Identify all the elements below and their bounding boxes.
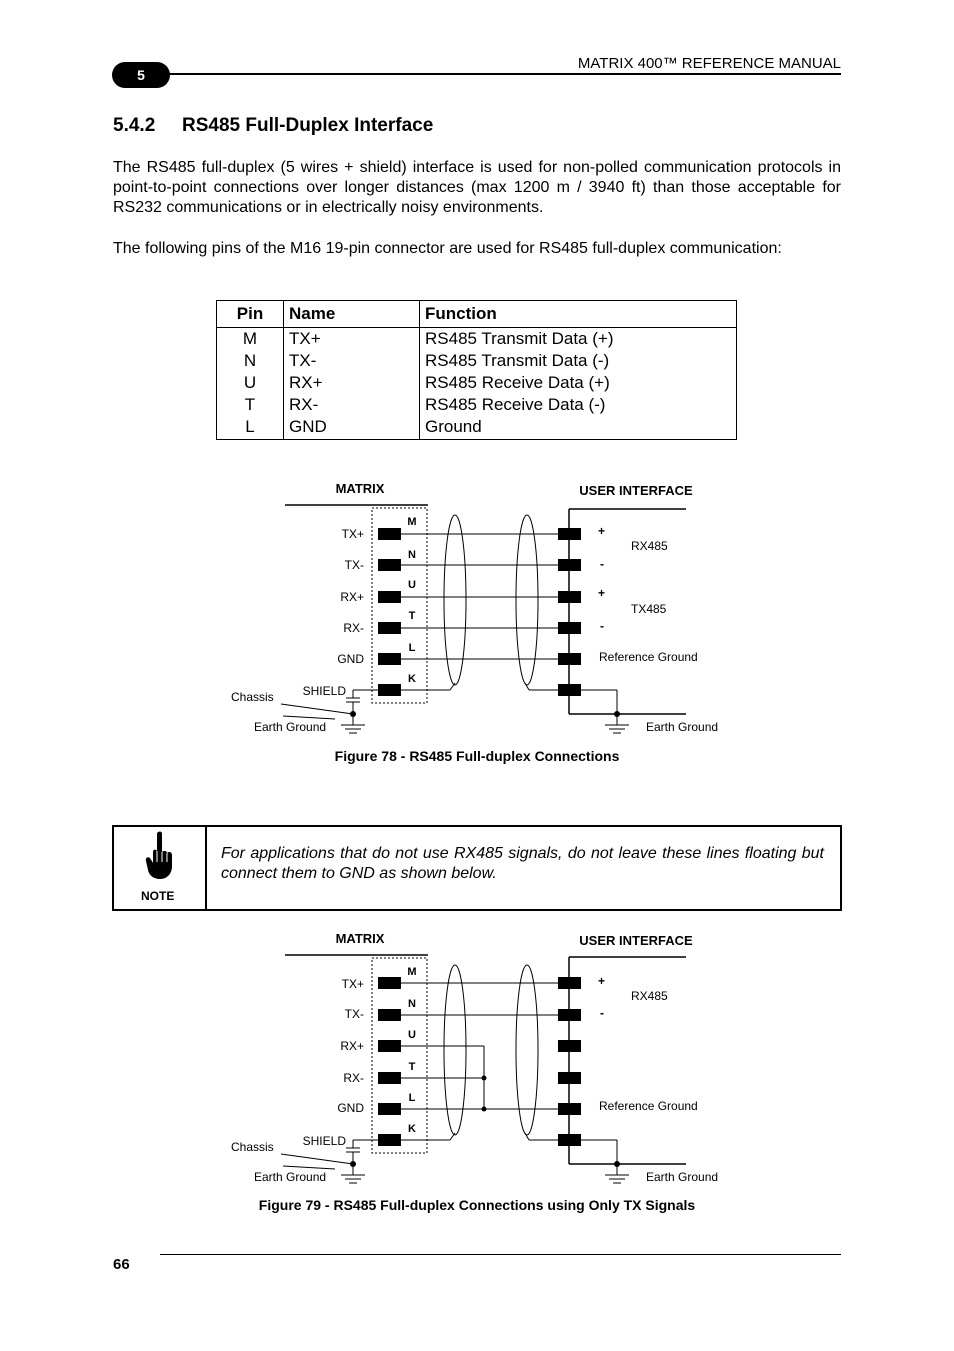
intro-paragraph: The RS485 full-duplex (5 wires + shield) interface is used for non-polled communication protocols in point-to-point connections over longer distances (max 1200 m / 3940 ft) than those acceptable for RS232 communications or in electrically noisy environments. [113,159,841,216]
figure-78-diagram [0,470,954,750]
pointing-hand-icon [142,830,176,882]
reference-ground-label: Reference Ground [599,650,698,664]
polarity-minus: - [600,1006,604,1020]
cell-function: RS485 Transmit Data (+) [420,328,737,351]
signal-label-tx-minus: TX- [344,558,364,572]
cell-function: RS485 Receive Data (+) [420,372,737,394]
pin-letter-u: U [408,1029,416,1041]
matrix-label: MATRIX [335,931,385,946]
section-heading [113,115,433,137]
figure-79-caption: Figure 79 - RS485 Full-duplex Connections using Only TX Signals [258,1197,696,1213]
cell-pin: M [217,328,284,351]
signal-label-rx-plus: RX+ [340,1039,364,1053]
section-number: 5.4.2 [113,115,156,136]
matrix-pin-block [378,591,401,603]
table-row [217,350,737,372]
table-row [217,328,737,351]
signal-label-rx-minus: RX- [343,621,364,635]
cell-name: TX+ [284,328,420,351]
section-title: RS485 Full-Duplex Interface [182,115,434,136]
table-row [217,416,737,440]
matrix-pin-block [378,1103,401,1115]
cell-name: TX- [284,350,420,372]
matrix-pin-block [378,684,401,696]
chapter-badge: 5 [112,62,170,88]
table-row [217,372,737,394]
note-label: NOTE [141,889,175,903]
signal-label-rx-plus: RX+ [340,590,364,604]
signal-label-gnd: GND [337,1101,364,1115]
user-terminal-block [558,1103,581,1115]
earth-ground-label-right: Earth Ground [646,720,719,734]
signal-label-shield: SHIELD [302,684,346,698]
user-interface-label: USER INTERFACE [579,933,693,948]
wire-shield-connect [450,1133,455,1140]
matrix-pin-block [378,1134,401,1146]
pin-letter-k: K [408,673,416,685]
user-terminal-block [558,684,581,696]
user-terminal-block [558,559,581,571]
tx485-label: TX485 [631,602,667,616]
cell-pin: U [217,372,284,394]
user-terminal-block [558,591,581,603]
earth-ground-label-right: Earth Ground [646,1170,719,1184]
user-terminal-block [558,528,581,540]
matrix-pin-block [378,1040,401,1052]
pin-table [216,300,737,440]
earth-leader-line [283,1166,335,1169]
pin-letter-l: L [408,1092,416,1104]
note-text: For applications that do not use RX485 signals, do not leave these lines floating but connect them to GND as shown below. [221,845,824,882]
polarity-plus: + [598,974,606,988]
polarity-minus: - [600,619,604,633]
cell-name: RX+ [284,372,420,394]
user-terminal-block [558,1072,581,1084]
table-row [217,394,737,416]
user-terminal-block [558,653,581,665]
signal-label-tx-plus: TX+ [341,977,364,991]
figure-79-diagram [0,920,954,1200]
chassis-label: Chassis [231,1140,274,1154]
pin-letter-u: U [408,579,416,591]
user-terminal-block [558,1040,581,1052]
signal-label-shield: SHIELD [302,1134,346,1148]
page-number: 66 [113,1256,130,1273]
polarity-plus: + [598,524,606,538]
earth-ground-label-left: Earth Ground [254,1170,327,1184]
manual-title: MATRIX 400™ REFERENCE MANUAL [577,55,841,72]
pin-letter-t: T [408,1061,416,1073]
pin-letter-n: N [408,549,416,561]
junction-dot [482,1076,487,1081]
header-rule [160,73,841,75]
user-interface-label: USER INTERFACE [579,483,693,498]
cell-function: Ground [420,416,737,440]
junction-dot [614,1161,620,1167]
matrix-pin-block [378,528,401,540]
note-divider [205,825,207,911]
user-terminal-block [558,1009,581,1021]
pin-letter-k: K [408,1123,416,1135]
chassis-line [281,704,353,714]
user-terminal-block [558,977,581,989]
reference-ground-label: Reference Ground [599,1099,698,1113]
footer-rule [160,1254,841,1255]
cell-pin: N [217,350,284,372]
matrix-pin-block [378,1009,401,1021]
matrix-pin-block [378,653,401,665]
user-terminal-block [558,1134,581,1146]
signal-label-tx-minus: TX- [344,1007,364,1021]
pin-letter-t: T [408,610,416,622]
pin-letter-n: N [408,998,416,1010]
wire-shield-connect [450,683,455,690]
pin-letter-m: M [407,966,417,978]
hand-shape [146,832,172,880]
signal-label-rx-minus: RX- [343,1071,364,1085]
rx485-label: RX485 [631,539,668,553]
chassis-line [281,1154,353,1164]
pin-letter-l: L [408,642,416,654]
cell-name: GND [284,416,420,440]
cell-function: RS485 Transmit Data (-) [420,350,737,372]
user-terminal-block [558,622,581,634]
header-function: Function [420,301,737,328]
figure-78-caption: Figure 78 - RS485 Full-duplex Connections [334,748,620,764]
cell-name: RX- [284,394,420,416]
header-pin: Pin [217,301,284,328]
header-name: Name [284,301,420,328]
matrix-pin-block [378,622,401,634]
cell-function: RS485 Receive Data (-) [420,394,737,416]
table-header-row [217,301,737,328]
matrix-pin-block [378,977,401,989]
chassis-label: Chassis [231,690,274,704]
pins-paragraph: The following pins of the M16 19-pin connector are used for RS485 full-duplex communication: [113,240,782,257]
cell-pin: L [217,416,284,440]
junction-dot [614,711,620,717]
pin-letter-m: M [407,516,417,528]
earth-leader-line [283,716,335,719]
earth-ground-label-left: Earth Ground [254,720,327,734]
rx485-label: RX485 [631,989,668,1003]
matrix-label: MATRIX [335,481,385,496]
cell-pin: T [217,394,284,416]
matrix-pin-block [378,559,401,571]
signal-label-tx-plus: TX+ [341,527,364,541]
matrix-pin-block [378,1072,401,1084]
polarity-minus: - [600,557,604,571]
signal-label-gnd: GND [337,652,364,666]
polarity-plus: + [598,586,606,600]
